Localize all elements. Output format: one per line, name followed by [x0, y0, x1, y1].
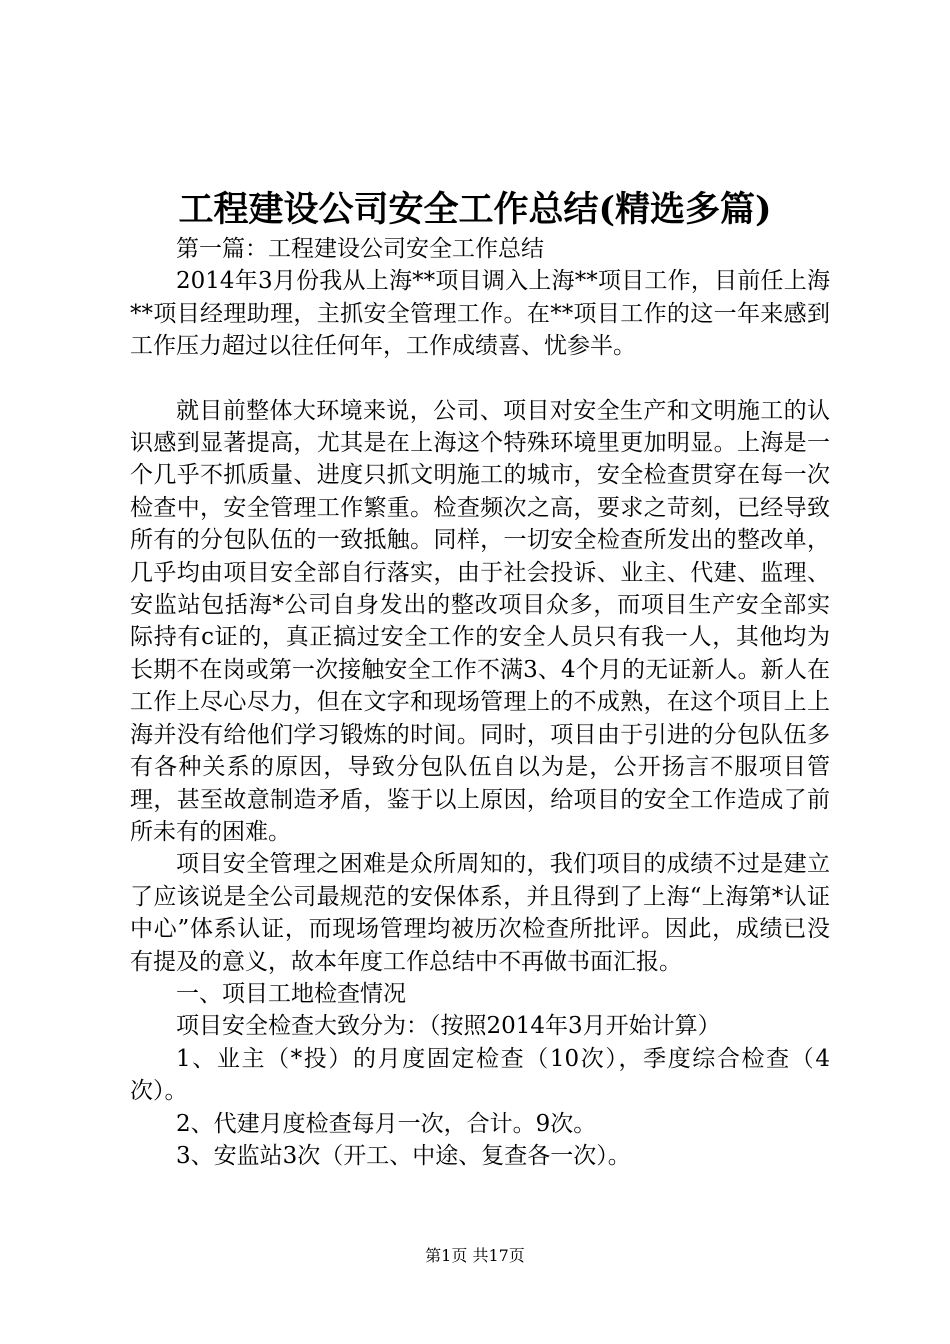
list-item: 3、安监站3次（开工、中途、复查各一次）。: [176, 1142, 631, 1169]
page-footer: 第1页 共17页: [425, 1246, 525, 1265]
paragraph: 项目安全管理之困难是众所周知的，我们项目的成绩不过是建立了应该说是全公司最规范的安保体系，并且得到了上海“上海第*认证中心”体系认证，而现场管理均被历次检查所批评。因此，成绩已没有提及的意义，故本年度工作总结中不再做书面汇报。: [130, 851, 830, 975]
document-body: [130, 233, 830, 1172]
paragraph: 就目前整体大环境来说，公司、项目对安全生产和文明施工的认识感到显著提高，尤其是在上海这个特殊环境里更加明显。上海是一个几乎不抓质量、进度只抓文明施工的城市，安全检查贯穿在每一次检查中，安全管理工作繁重。检查频次之高，要求之苛刻，已经导致所有的分包队伍的一致抵触。同样，一切安全检查所发出的整改单，几乎均由项目安全部自行落实，由于社会投诉、业主、代建、监理、安监站包括海*公司自身发出的整改项目众多，而项目生产安全部实际持有c证的，真正搞过安全工作的安全人员只有我一人，其他均为长期不在岗或第一次接触安全工作不满3、4个月的无证新人。新人在工作上尽心尽力，但在文字和现场管理上的不成熟，在这个项目上上海并没有给他们学习锻炼的时间。同时，项目由于引进的分包队伍多有各种关系的原因，导致分包队伍自以为是，公开扬言不服项目管理，甚至故意制造矛盾，鉴于以上原因，给项目的安全工作造成了前所未有的困难。: [130, 397, 830, 845]
list-item: 2、代建月度检查每月一次，合计。9次。: [176, 1110, 597, 1137]
section-heading: 一、项目工地检查情况: [176, 980, 406, 1007]
document-title: 工程建设公司安全工作总结(精选多篇): [178, 189, 772, 230]
section-heading: 第一篇：工程建设公司安全工作总结: [176, 236, 544, 262]
paragraph: 2014年3月份我从上海**项目调入上海**项目工作，目前任上海**项目经理助理，主抓安全管理工作。在**项目工作的这一年来感到工作压力超过以往任何年，工作成绩喜、忧参半。: [130, 268, 830, 360]
paragraph: 项目安全检查大致分为：（按照2014年3月开始计算）: [176, 1013, 721, 1040]
list-item: 1、业主（*投）的月度固定检查（10次），季度综合检查（4次）。: [130, 1045, 830, 1105]
